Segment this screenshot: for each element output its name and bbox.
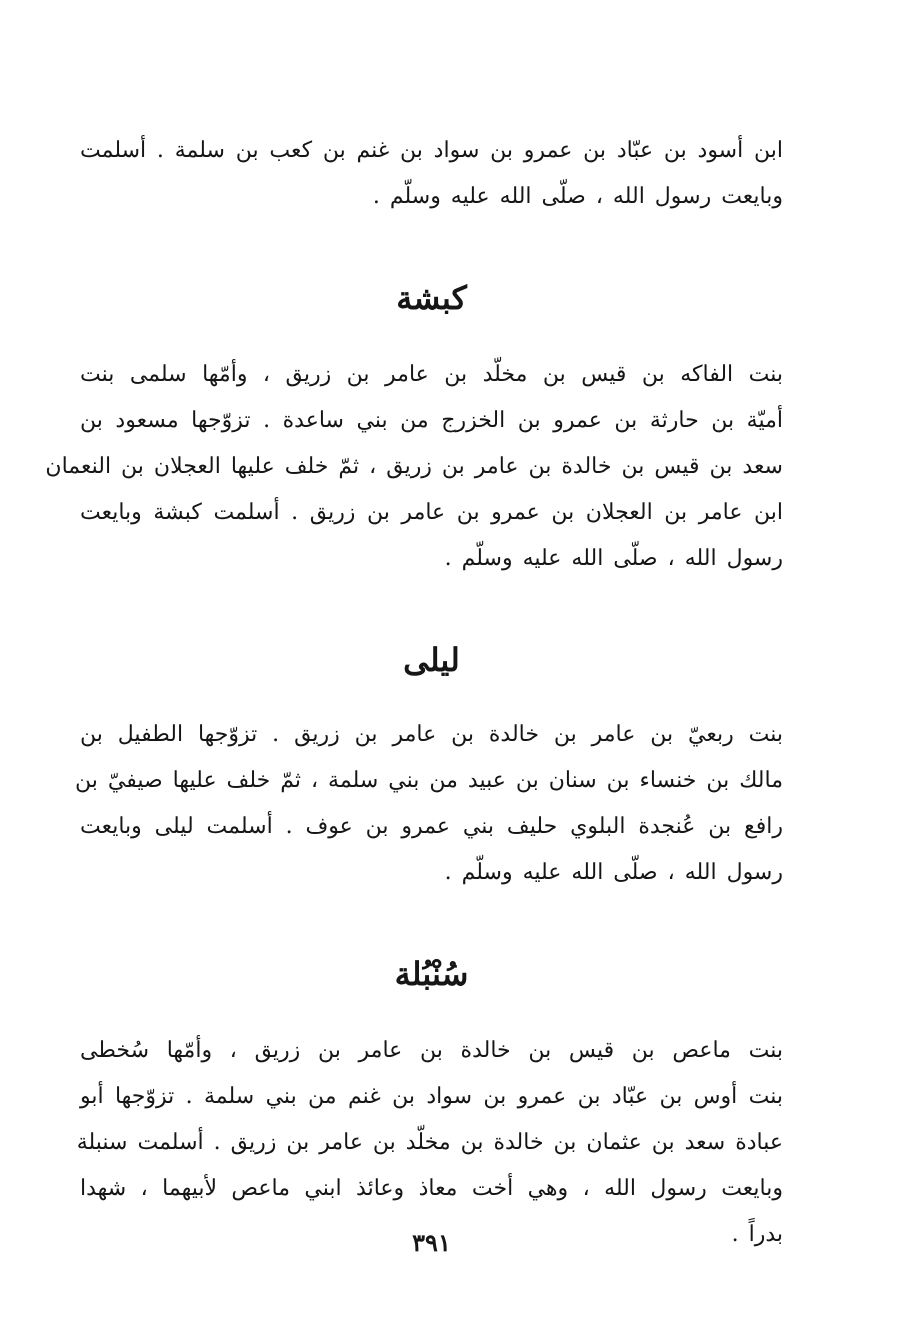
intro-paragraph: [80, 128, 783, 220]
text-line: ابن أسود بن عبّاد بن عمرو بن سواد بن غنم بن كعب بن سلمة . أسلمت: [80, 138, 783, 163]
section-heading-sunbula: سُنْبُلة: [394, 955, 469, 993]
text-line: بنت أوس بن عبّاد بن عمرو بن سواد بن غنم من بني سلمة . تزوّجها أبو: [80, 1084, 783, 1109]
text-line: بدراً .: [731, 1222, 783, 1247]
text-line: رافع بن عُنجدة البلوي حليف بني عمرو بن عوف . أسلمت ليلى وبايعت: [80, 814, 783, 839]
text-line: أميّة بن حارثة بن عمرو بن الخزرج من بني ساعدة . تزوّجها مسعود بن: [80, 408, 783, 433]
section-heading-layla: ليلى: [403, 641, 460, 679]
text-line: سعد بن قيس بن خالدة بن عامر بن زريق ، ثمّ خلف عليها العجلان بن النعمان: [45, 454, 783, 479]
text-line: رسول الله ، صلّى الله عليه وسلّم .: [444, 546, 783, 571]
text-line: وبايعت رسول الله ، وهي أخت معاذ وعائذ ابني ماعص لأبيهما ، شهدا: [80, 1176, 783, 1201]
section-paragraph-kabsha: [45, 352, 783, 582]
text-line: ابن عامر بن العجلان بن عمرو بن عامر بن زريق . أسلمت كبشة وبايعت: [80, 500, 783, 525]
text-line: مالك بن خنساء بن سنان بن عبيد من بني سلمة ، ثمّ خلف عليها صيفيّ بن: [75, 768, 783, 793]
section-paragraph-sunbula: [76, 1028, 783, 1258]
text-line: عبادة سعد بن عثمان بن خالدة بن مخلّد بن عامر بن زريق . أسلمت سنبلة: [76, 1130, 783, 1155]
text-line: رسول الله ، صلّى الله عليه وسلّم .: [444, 860, 783, 885]
text-line: بنت الفاكه بن قيس بن مخلّد بن عامر بن زريق ، وأمّها سلمى بنت: [80, 362, 783, 387]
text-line: وبايعت رسول الله ، صلّى الله عليه وسلّم .: [372, 184, 783, 209]
section-heading-kabsha: كبشة: [396, 279, 467, 317]
text-line: بنت ماعص بن قيس بن خالدة بن عامر بن زريق ، وأمّها سُخطى: [80, 1038, 783, 1063]
page-number: ٣٩١: [412, 1228, 451, 1257]
section-paragraph-layla: [75, 712, 783, 896]
text-line: بنت ربعيّ بن عامر بن خالدة بن عامر بن زريق . تزوّجها الطفيل بن: [80, 722, 783, 747]
